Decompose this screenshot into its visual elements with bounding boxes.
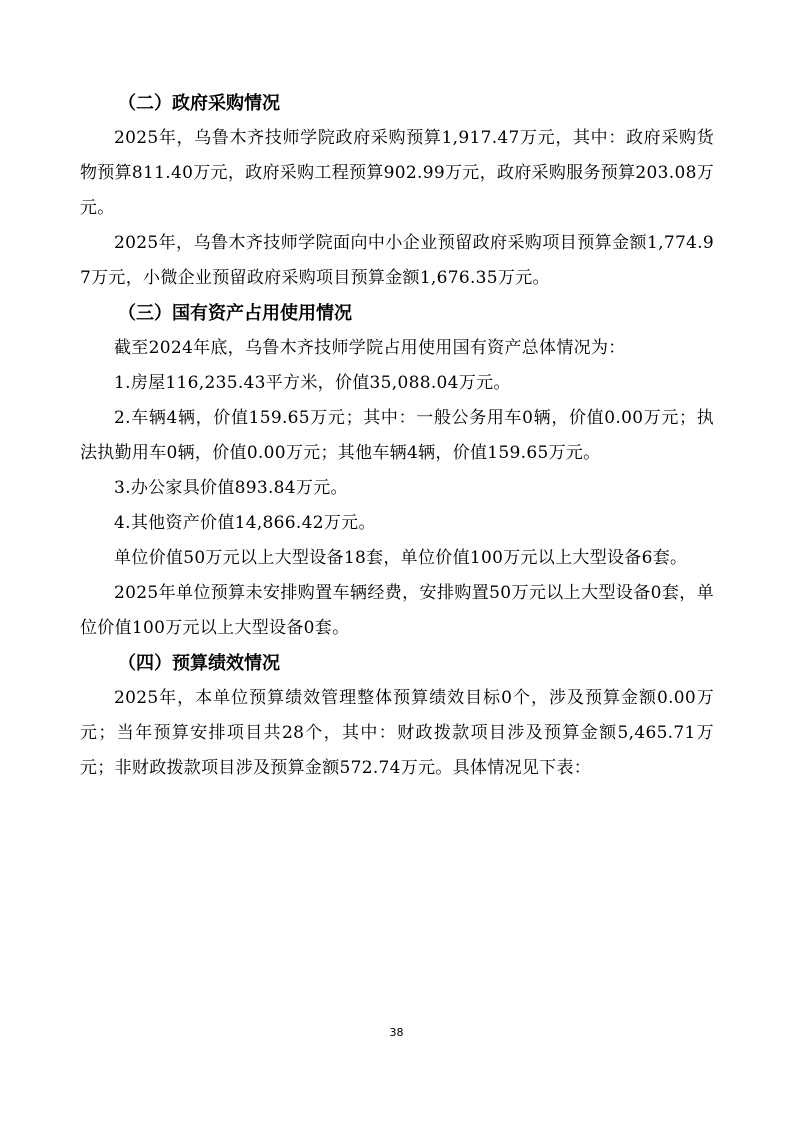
paragraph: 2025年，本单位预算绩效管理整体预算绩效目标0个，涉及预算金额0.00万元；当年预算安排项目共28个，其中：财政拨款项目涉及预算金额5,465.71万元；非财政拨款项目涉及预算金额572.74万元。具体情况见下表： [80,688,714,778]
paragraph: 单位价值50万元以上大型设备18套，单位价值100万元以上大型设备6套。 [114,548,688,568]
paragraph: 截至2024年底，乌鲁木齐技师学院占用使用国有资产总体情况为： [114,338,626,358]
document-body [80,86,714,786]
section-heading-state-assets: （三）国有资产占用使用情况 [118,303,352,324]
paragraph: 2.车辆4辆，价值159.65万元；其中：一般公务用车0辆，价值0.00万元；执法执勤用车0辆，价值0.00万元；其他车辆4辆，价值159.65万元。 [80,408,714,463]
paragraph: 1.房屋116,235.43平方米，价值35,088.04万元。 [114,373,511,393]
paragraph: 3.办公家具价值893.84万元。 [114,478,348,498]
paragraph: 2025年单位预算未安排购置车辆经费，安排购置50万元以上大型设备0套，单位价值100万元以上大型设备0套。 [80,583,714,638]
section-heading-government-procurement: （二）政府采购情况 [118,93,280,114]
page-number: 38 [389,1026,404,1039]
paragraph: 4.其他资产价值14,866.42万元。 [114,513,376,533]
paragraph: 2025年，乌鲁木齐技师学院政府采购预算1,917.47万元，其中：政府采购货物预算811.40万元，政府采购工程预算902.99万元，政府采购服务预算203.08万元。 [80,128,714,218]
section-heading-budget-performance: （四）预算绩效情况 [118,653,280,674]
paragraph: 2025年，乌鲁木齐技师学院面向中小企业预留政府采购项目预算金额1,774.97万元，小微企业预留政府采购项目预算金额1,676.35万元。 [80,233,714,288]
